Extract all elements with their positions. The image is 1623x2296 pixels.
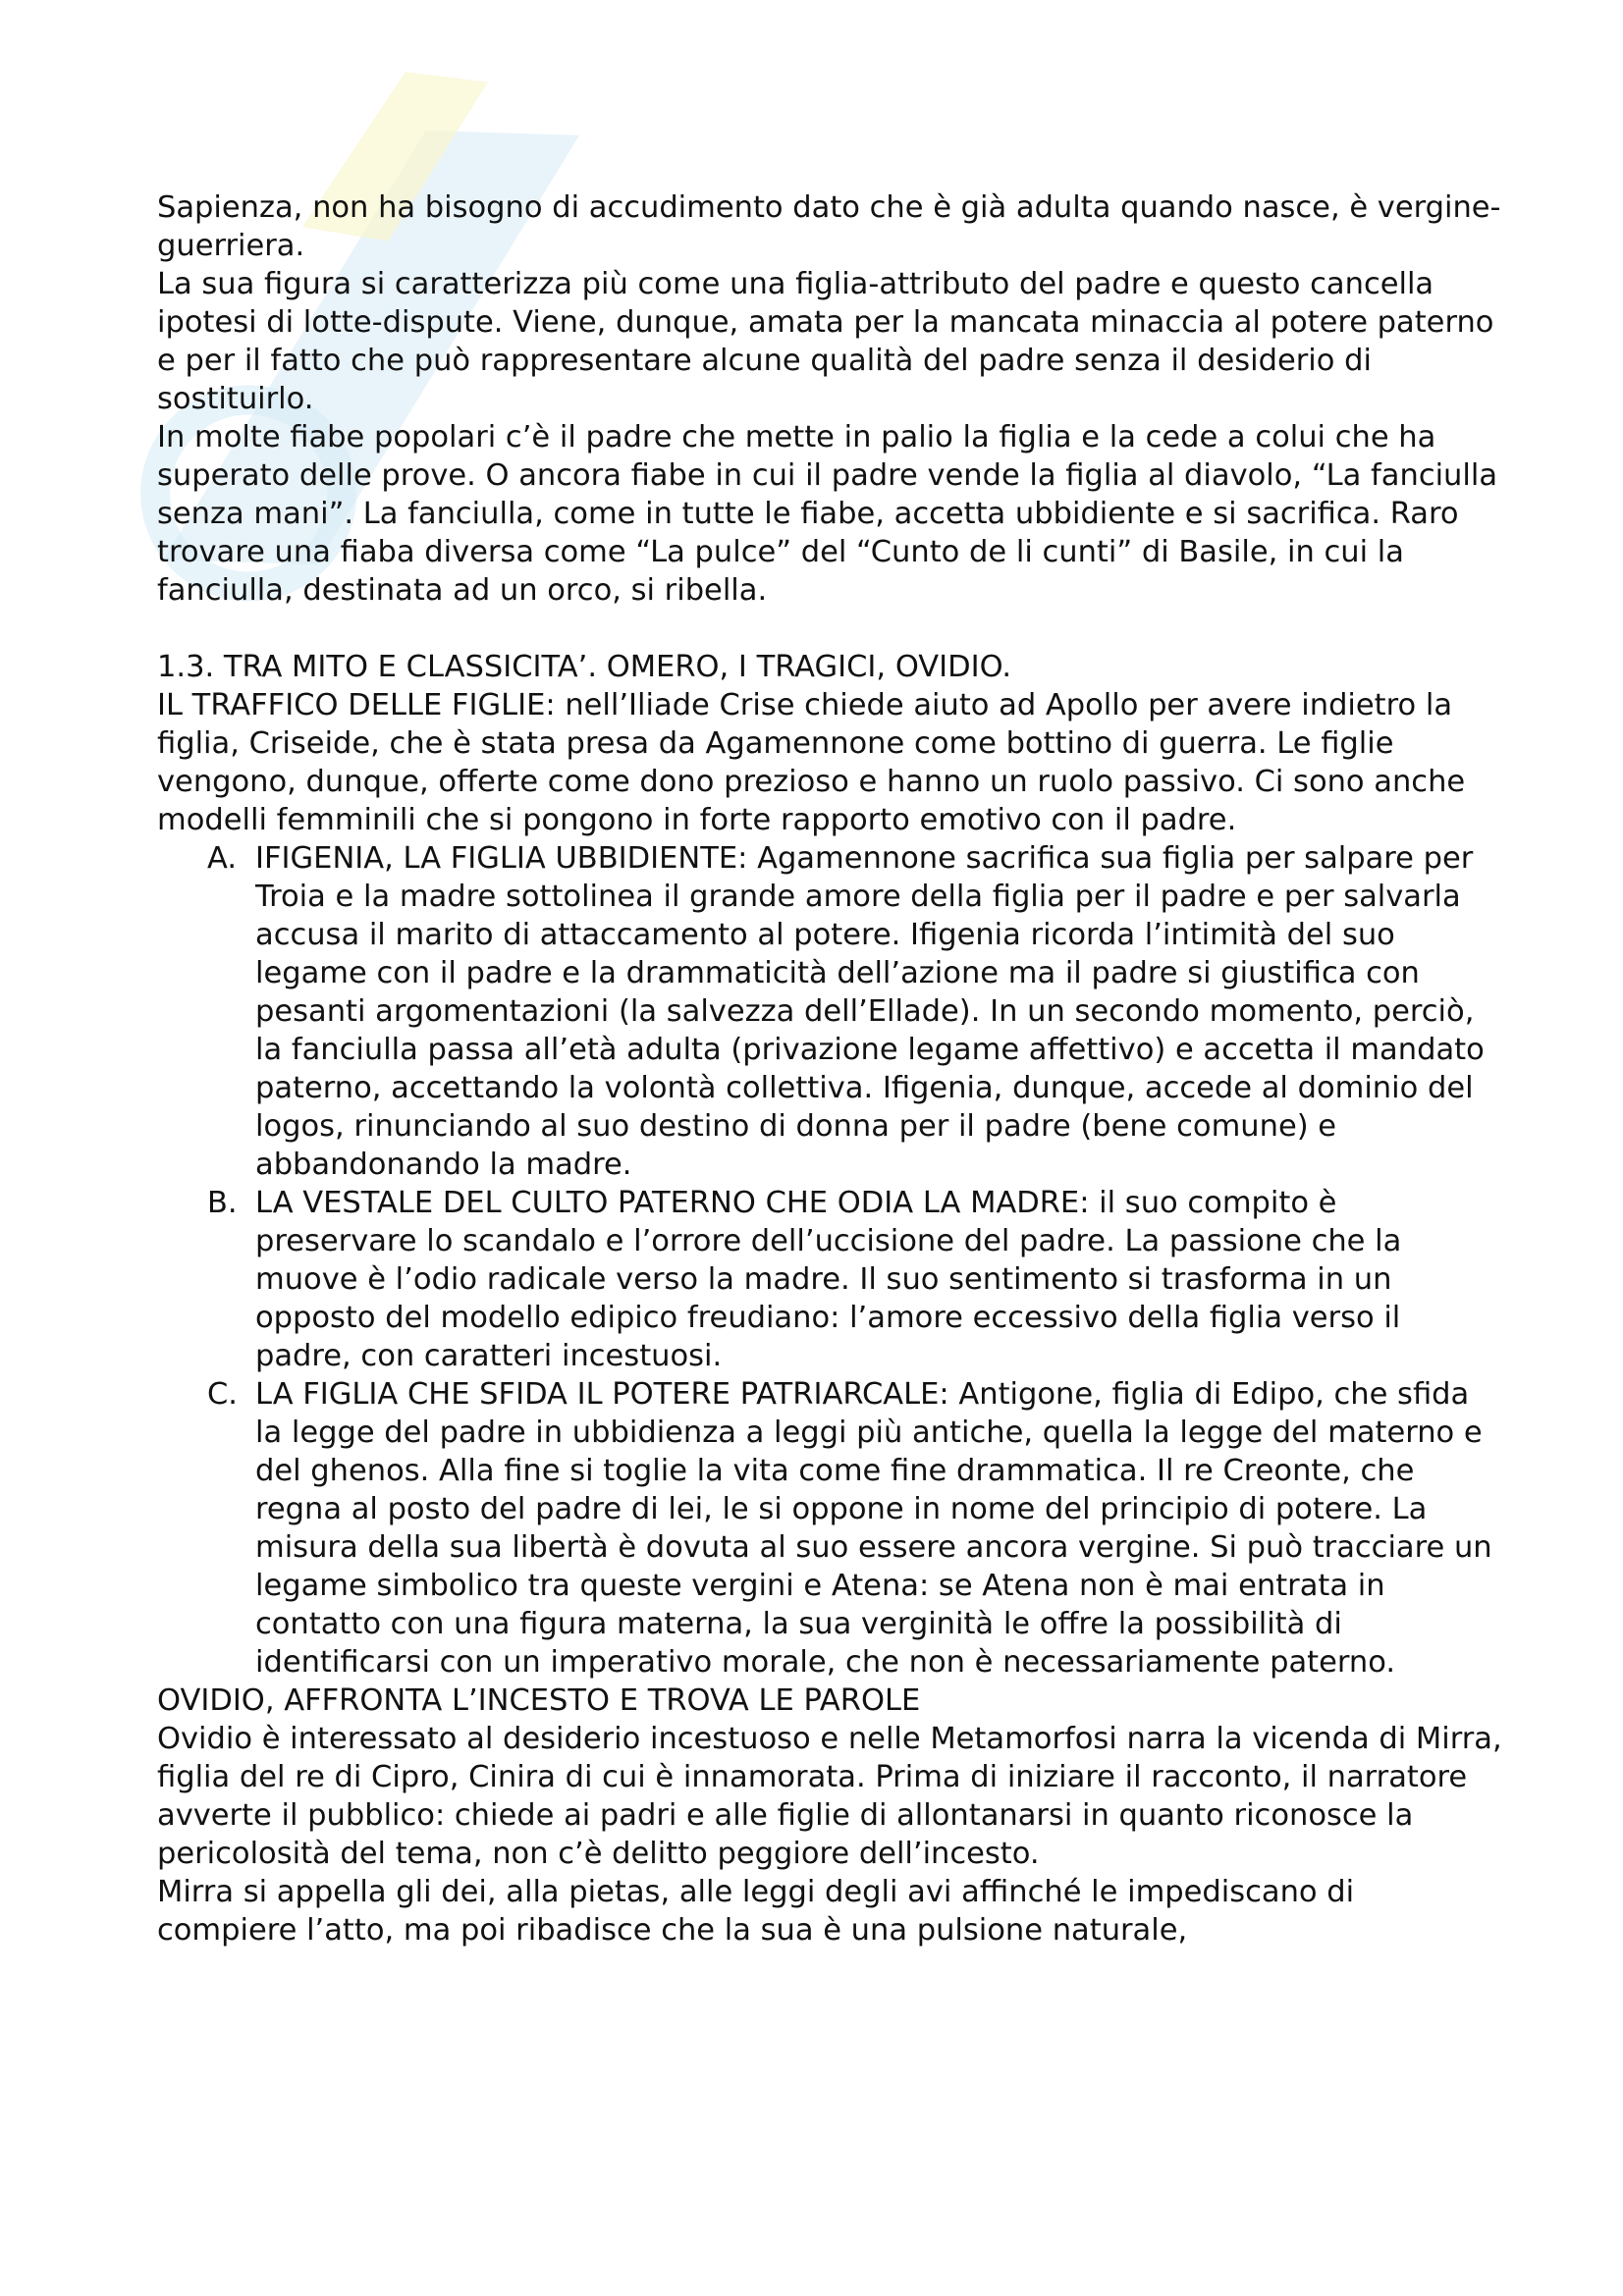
list-item bbox=[157, 1184, 1502, 1375]
paragraph-ovidio-1: Ovidio è interessato al desiderio incestuoso e nelle Metamorfosi narra la vicenda di Mirra, figlia del re di Cipro, Cinira di cui è innamorata. Prima di iniziare il racconto, il narratore avverte il pubblico: chiede ai padri e alle figlie di allontanarsi in quanto riconosce la pericolosità del tema, non c’è delitto peggiore dell’incesto. bbox=[157, 1722, 1502, 1871]
paragraph-intro-1: Sapienza, non ha bisogno di accudimento dato che è già adulta quando nasce, è vergine-guerriera. bbox=[157, 190, 1501, 263]
list-marker: B. bbox=[207, 1186, 238, 1220]
list-item bbox=[157, 1375, 1502, 1682]
list-item-text: IFIGENIA, LA FIGLIA UBBIDIENTE: Agamennone sacrifica sua figlia per salpare per Troia e la madre sottolinea il grande amore della figlia per il padre e per salvarla accusa il marito di attaccamento al potere. Ifigenia ricorda l’intimità del suo legame con il padre e la drammaticità dell’azione ma il padre si giustifica con pesanti argomentazioni (la salvezza dell’Ellade). In un secondo momento, perciò, la fanciulla passa all’età adulta (privazione legame affettivo) e accetta il mandato paterno, accettando la volontà collettiva. Ifigenia, dunque, accede al dominio del logos, rinunciando al suo destino di donna per il padre (bene comune) e abbandonando la madre. bbox=[255, 841, 1485, 1182]
figlie-list bbox=[157, 839, 1502, 1682]
document-page bbox=[157, 188, 1502, 1949]
paragraph-traffico: IL TRAFFICO DELLE FIGLIE: nell’Iliade Crise chiede aiuto ad Apollo per avere indietro la figlia, Criseide, che è stata presa da Agamennone come bottino di guerra. Le figlie vengono, dunque, offerte come dono prezioso e hanno un ruolo passivo. Ci sono anche modelli femminili che si pongono in forte rapporto emotivo con il padre. bbox=[157, 688, 1466, 837]
list-item-text: LA FIGLIA CHE SFIDA IL POTERE PATRIARCALE: Antigone, figlia di Edipo, che sfida la legge del padre in ubbidienza a leggi più antiche, quella la legge del materno e del ghenos. Alla fine si toglie la vita come fine drammatica. Il re Creonte, che regna al posto del padre di lei, le si oppone in nome del principio di potere. La misura della sua libertà è dovuta al suo essere ancora vergine. Si può tracciare un legame simbolico tra queste vergini e Atena: se Atena non è mai entrata in contatto con una figura materna, la sua verginità le offre la possibilità di identificarsi con un imperativo morale, che non è necessariamente paterno. bbox=[255, 1377, 1492, 1680]
paragraph-ovidio-2: Mirra si appella gli dei, alla pietas, alle leggi degli avi affinché le impediscano di compiere l’atto, ma poi ribadisce che la sua è una pulsione naturale, bbox=[157, 1875, 1355, 1948]
paragraph-intro-3: In molte fiabe popolari c’è il padre che mette in palio la figlia e la cede a colui che ha superato delle prove. O ancora fiabe in cui il padre vende la figlia al diavolo, “La fanciulla senza mani”. La fanciulla, come in tutte le fiabe, accetta ubbidiente e si sacrifica. Raro trovare una fiaba diversa come “La pulce” del “Cunto de li cunti” di Basile, in cui la fanciulla, destinata ad un orco, si ribella. bbox=[157, 420, 1498, 608]
ovidio-heading: OVIDIO, AFFRONTA L’INCESTO E TROVA LE PAROLE bbox=[157, 1683, 921, 1718]
list-item bbox=[157, 839, 1502, 1184]
spacer bbox=[157, 610, 1502, 648]
list-marker: C. bbox=[207, 1377, 238, 1412]
list-item-text: LA VESTALE DEL CULTO PATERNO CHE ODIA LA MADRE: il suo compito è preservare lo scandalo e l’orrore dell’uccisione del padre. La passione che la muove è l’odio radicale verso la madre. Il suo sentimento si trasforma in un opposto del modello edipico freudiano: l’amore eccessivo della figlia verso il padre, con caratteri incestuosi. bbox=[255, 1186, 1402, 1373]
section-heading: 1.3. TRA MITO E CLASSICITA’. OMERO, I TRAGICI, OVIDIO. bbox=[157, 650, 1012, 684]
paragraph-intro-2: La sua figura si caratterizza più come una figlia-attributo del padre e questo cancella ipotesi di lotte-dispute. Viene, dunque, amata per la mancata minaccia al potere paterno e per il fatto che può rappresentare alcune qualità del padre senza il desiderio di sostituirlo. bbox=[157, 267, 1494, 416]
list-marker: A. bbox=[207, 841, 238, 876]
